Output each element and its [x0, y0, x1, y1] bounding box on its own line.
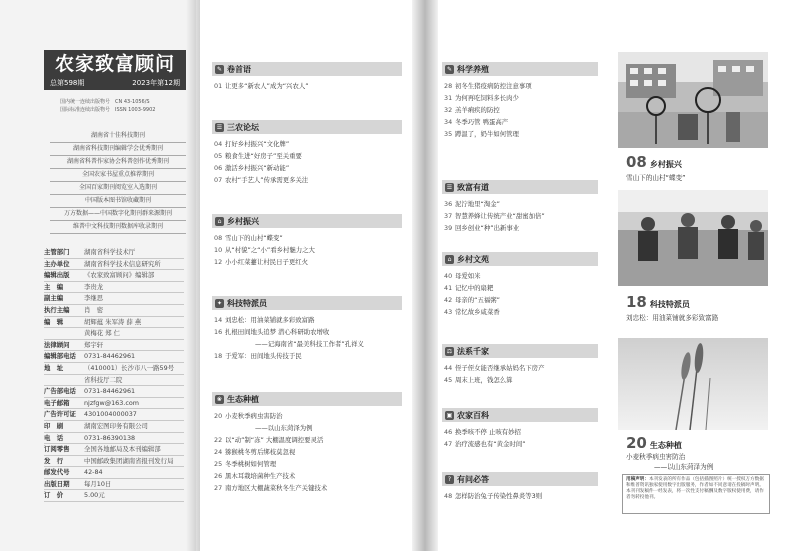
magazine-title: 农家致富顾问	[54, 53, 175, 75]
publisher-value: 李继思	[84, 294, 104, 303]
publisher-row	[44, 444, 184, 456]
feature-2-caption: 刘忠松：用油菜铺就多彩致富路	[626, 314, 719, 322]
toc-entry[interactable]	[214, 246, 315, 254]
toc-page-number: 06	[214, 164, 223, 172]
publisher-row	[44, 351, 184, 363]
section-icon: ▣	[446, 411, 453, 419]
honor-item: 湖南省十佳科技期刊	[50, 130, 186, 143]
publisher-label: 地 址	[44, 363, 64, 372]
notice-title: 用稿声明：	[626, 477, 649, 482]
publisher-value: njzfgw@163.com	[84, 398, 139, 407]
toc-entry[interactable]	[214, 164, 289, 172]
toc-entry[interactable]	[444, 376, 513, 384]
toc-page-number: 05	[214, 152, 223, 160]
toc-page-number: 37	[444, 212, 453, 220]
cn-label: 国内统一连续出版物号	[60, 99, 111, 105]
publisher-row	[44, 340, 184, 352]
section-title: 科学养殖	[457, 64, 489, 74]
publisher-label	[44, 328, 84, 339]
toc-page-number: 14	[214, 316, 223, 324]
publisher-value: 0731-84462961	[84, 387, 136, 396]
feature-label-3	[626, 434, 682, 452]
publisher-value: 0731-86390138	[84, 433, 136, 442]
publisher-value: 湖南省科学技术信息研究所	[84, 259, 161, 268]
publisher-value: 湖南省科学技术厅	[84, 248, 136, 256]
toc-page-number: 46	[444, 428, 453, 436]
toc-page-number: 24	[214, 448, 223, 456]
issn-label: 国际标准连续出版物号	[60, 107, 111, 113]
toc-page-number: 22	[214, 436, 223, 444]
feature-photo-village	[618, 52, 768, 148]
feature-3-section: 生态种植	[649, 441, 682, 450]
toc-page-number: 04	[214, 140, 223, 148]
publisher-value: 湖南宏图印务有限公司	[84, 421, 148, 430]
toc-page-number: 28	[444, 82, 453, 90]
toc-title: 以“动”制“冻” 大棚温度调控要灵活	[225, 436, 324, 444]
toc-entry[interactable]	[444, 118, 508, 126]
toc-page-number: 10	[214, 246, 223, 254]
honor-item: 全国百家期刊阅览室入选期刊	[50, 182, 186, 195]
publisher-label: 订 价	[44, 491, 64, 500]
toc-page-number: 26	[214, 472, 223, 480]
toc-entry[interactable]	[214, 436, 323, 444]
publisher-row	[44, 375, 184, 387]
issn-number: ISSN 1003-9902	[115, 107, 156, 113]
section-title: 致富有道	[457, 182, 489, 192]
publisher-label: 主 编	[44, 282, 64, 291]
toc-entry[interactable]	[214, 328, 329, 336]
toc-page-number: 31	[444, 94, 453, 102]
toc-title: 蹲温了，奶牛如何管理	[455, 130, 519, 138]
section-header	[442, 472, 598, 486]
toc-page-number: 40	[444, 272, 453, 280]
publisher-value: 全国各地邮局及本刊编辑部	[84, 445, 161, 454]
honors-list	[50, 130, 186, 234]
toc-entry[interactable]	[214, 316, 314, 324]
publisher-label: 法律顾问	[44, 340, 70, 349]
publisher-value: 0731-84462961	[84, 352, 136, 361]
toc-entry[interactable]	[444, 284, 493, 292]
publisher-row	[44, 305, 184, 317]
toc-page-number: 36	[444, 200, 453, 208]
toc-title: 泥泞地里“淘金”	[455, 200, 500, 208]
toc-page-number: 34	[444, 118, 453, 126]
publisher-value: 胡辉蕴 朱军涛 薛 燕	[84, 317, 142, 326]
section-header	[442, 180, 598, 194]
toc-title: 怎样防治兔子传染性鼻炎等3则	[455, 492, 543, 500]
toc-entry[interactable]	[444, 106, 500, 114]
toc-page-number: 08	[214, 234, 223, 242]
publisher-value: 省科技厅二院	[84, 375, 123, 384]
toc-title: 冬季巧管 鸭蛋高产	[455, 118, 509, 126]
section-icon: ☰	[446, 183, 453, 191]
feature-photo-wheat	[618, 338, 768, 430]
toc-title: 扎根田间地头追梦 潜心科研助农增收	[225, 328, 330, 336]
toc-page-number: 42	[444, 296, 453, 304]
publisher-value: 中国邮政集团湖南省报刊发行局	[84, 456, 174, 465]
toc-entry[interactable]	[214, 472, 295, 480]
toc-title: 羔羊痢疾的防控	[455, 106, 500, 114]
publisher-label: 编 辑	[44, 317, 64, 326]
section-icon: ❀	[216, 395, 223, 403]
section-header	[442, 62, 598, 76]
toc-title: ——记海南省“最美科技工作者”孔祥义	[255, 340, 364, 348]
feature-1-section: 乡村振兴	[649, 160, 682, 169]
toc-entry[interactable]	[214, 460, 276, 468]
feature-1-page: 08	[626, 153, 647, 171]
notice-text: 本刊发表的所有作品（包括插图照片）统一授权万方数据和维普资讯独家使用数字出版服务，作者如不同意请在投稿时声明。本刊刊发稿件一经发表，将一次性支付稿酬及数字版权使用费，请作者勿转投他刊。	[626, 477, 764, 500]
toc-page-number: 12	[214, 258, 223, 266]
publisher-row	[44, 479, 184, 491]
publisher-label: 执行主编	[44, 305, 70, 314]
section-icon: ☰	[216, 123, 223, 131]
section-title: 农家百科	[457, 410, 489, 420]
publisher-value: 《农家致富顾问》编辑部	[84, 271, 155, 280]
publisher-value: 5.00元	[84, 491, 105, 500]
publisher-row	[44, 328, 184, 340]
toc-entry[interactable]	[214, 258, 308, 266]
publisher-row	[44, 293, 184, 305]
page-gutter-left	[186, 0, 200, 551]
honor-item: 湖南省科普作家协会科普创作优秀期刊	[50, 156, 186, 169]
toc-title: 小小红菜薹让村民日子更红火	[225, 258, 309, 266]
toc-page-number: 47	[444, 440, 453, 448]
section-header	[442, 408, 598, 422]
toc-entry[interactable]	[444, 492, 542, 500]
publisher-row	[44, 421, 184, 433]
publisher-row	[44, 363, 184, 375]
toc-title: ——以山东菏泽为例	[255, 424, 313, 432]
section-title: 科技特派员	[227, 298, 267, 308]
toc-entry[interactable]	[444, 428, 521, 436]
publisher-label: 发 行	[44, 456, 64, 465]
toc-title: 激活乡村振兴“新动能”	[225, 164, 290, 172]
section-title: 三农论坛	[227, 122, 259, 132]
toc-title: 于爱军：田间地头传技于民	[225, 352, 302, 360]
publisher-label: 广告许可证	[44, 410, 76, 419]
toc-entry[interactable]	[444, 440, 526, 448]
section-header	[212, 214, 402, 228]
publisher-row	[44, 270, 184, 282]
publisher-row	[44, 398, 184, 410]
toc-page-number: 01	[214, 82, 223, 90]
honor-item: 湖南省科技期刊编辑学会优秀期刊	[50, 143, 186, 156]
toc-page-number: 44	[444, 364, 453, 372]
feature-3-caption-sub: ——以山东菏泽为例	[654, 463, 714, 471]
toc-title: 南方地区大棚蔬菜秋冬生产关键技术	[225, 484, 328, 492]
publisher-label: 副主编	[44, 294, 64, 303]
toc-entry[interactable]	[444, 296, 500, 304]
publisher-label: 订阅零售	[44, 445, 70, 454]
toc-title: 周末上班，钱怎么算	[455, 376, 513, 384]
toc-page-number: 20	[214, 412, 223, 420]
honor-item: 中国版本图书馆收藏期刊	[50, 195, 186, 208]
toc-title: 回乡创业“种”出新事业	[455, 224, 520, 232]
toc-entry[interactable]	[444, 272, 481, 280]
toc-title: 智慧养蜂让传统产业“甜蜜加倍”	[455, 212, 545, 220]
toc-entry[interactable]	[444, 212, 545, 220]
toc-title: 农村“手艺人”传承需更多关注	[225, 176, 309, 184]
issue-total: 总第598期	[50, 79, 85, 87]
publisher-value: 每月10日	[84, 479, 112, 488]
toc-entry[interactable]	[214, 352, 302, 360]
toc-entry[interactable]	[444, 364, 544, 372]
toc-entry[interactable]	[444, 200, 500, 208]
toc-title: 打好乡村振兴“文化牌”	[225, 140, 290, 148]
section-title: 生态种植	[227, 394, 259, 404]
toc-entry[interactable]	[444, 224, 519, 232]
publisher-value: 肖 密	[84, 305, 104, 314]
issn-block	[60, 98, 155, 114]
publisher-label: 主管部门	[44, 248, 70, 256]
publisher-row	[44, 259, 184, 271]
publisher-label: 编辑部电话	[44, 352, 76, 361]
toc-title: 粮食生进“好房子”至关重要	[225, 152, 302, 160]
toc-entry[interactable]	[214, 448, 295, 456]
toc-title: 治疗流感也有“黄金时间”	[455, 440, 526, 448]
toc-title: 冬季桃树如何管理	[225, 460, 277, 468]
cn-number: CN 43-1056/S	[115, 99, 150, 105]
toc-entry[interactable]	[444, 82, 532, 90]
toc-title: 初冬生猪疫病防控注意事项	[455, 82, 532, 90]
publisher-row	[44, 409, 184, 421]
toc-page-number: 48	[444, 492, 453, 500]
toc-entry[interactable]	[214, 140, 289, 148]
toc-page-number: 18	[214, 352, 223, 360]
toc-title: 记忆中的扇耙	[455, 284, 494, 292]
section-icon: ✎	[446, 65, 453, 73]
publisher-label: 邮发代号	[44, 468, 70, 477]
publisher-row	[44, 317, 184, 329]
toc-page-number: 27	[214, 484, 223, 492]
toc-page-number: 41	[444, 284, 453, 292]
feature-3-caption: 小麦秋季病虫害防治	[626, 453, 686, 461]
toc-page-number: 45	[444, 376, 453, 384]
feature-label-2	[626, 293, 690, 311]
toc-title: 母亲的“五福粥”	[455, 296, 500, 304]
feature-label-1	[626, 153, 682, 171]
section-header	[442, 252, 598, 266]
toc-entry[interactable]	[214, 340, 364, 348]
section-icon: ?	[445, 475, 454, 484]
section-icon: ⌂	[215, 217, 224, 226]
section-title: 乡村振兴	[227, 216, 259, 226]
toc-page-number: 16	[214, 328, 223, 336]
publisher-label: 电 话	[44, 433, 64, 442]
publisher-row	[44, 386, 184, 398]
issue-number: 2023年第12期	[132, 79, 180, 87]
feature-2-section: 科技特派员	[649, 300, 690, 309]
toc-entry[interactable]	[214, 176, 308, 184]
publisher-row	[44, 467, 184, 479]
honor-item: 全国农家书屋重点推荐期刊	[50, 169, 186, 182]
toc-title: 雪山下的山村“蝶变”	[225, 234, 283, 242]
publisher-value: （410001）长沙市八一路59号	[84, 363, 175, 372]
toc-entry[interactable]	[214, 152, 302, 160]
toc-title: 黑木耳栽培菌种生产技术	[225, 472, 296, 480]
toc-title: 常忆故乡咸菜香	[455, 308, 500, 316]
copyright-notice	[622, 474, 770, 514]
publisher-info	[44, 247, 184, 502]
page-gutter-center	[412, 0, 438, 551]
toc-entry[interactable]	[214, 484, 327, 492]
section-header	[442, 344, 598, 358]
section-header	[212, 296, 402, 310]
toc-entry[interactable]	[214, 82, 309, 90]
publisher-label: 出版日期	[44, 479, 70, 488]
toc-entry[interactable]	[214, 424, 313, 432]
section-title: 有问必答	[457, 474, 489, 484]
toc-entry[interactable]	[214, 412, 283, 420]
toc-title: 换季咳不停 止咳有妙招	[455, 428, 521, 436]
publisher-label: 主办单位	[44, 259, 70, 268]
feature-2-page: 18	[626, 293, 647, 311]
toc-page-number: 07	[214, 176, 223, 184]
publisher-row	[44, 247, 184, 259]
publisher-label: 编辑出版	[44, 271, 70, 280]
toc-entry[interactable]	[214, 234, 283, 242]
toc-title: 从“村貌”之“小”看乡村魅力之大	[225, 246, 315, 254]
section-icon: ✎	[216, 65, 223, 73]
honor-item: 维普中文科技期刊数据库收录期刊	[50, 221, 186, 234]
toc-title: 母爱如米	[455, 272, 481, 280]
publisher-label: 广告部电话	[44, 387, 76, 396]
toc-page-number: 25	[214, 460, 223, 468]
toc-entry[interactable]	[444, 308, 500, 316]
publisher-value: 黄梅花 郑 仁	[84, 329, 121, 338]
section-icon: ⚖	[446, 347, 453, 355]
section-title: 卷首语	[227, 64, 251, 74]
toc-title: 刘忠松：用油菜铺就多彩致富路	[225, 316, 315, 324]
publisher-row	[44, 282, 184, 294]
publisher-value: 郑宇轩	[84, 340, 104, 349]
section-title: 乡村文苑	[457, 254, 489, 264]
toc-page-number: 43	[444, 308, 453, 316]
toc-page-number: 39	[444, 224, 453, 232]
publisher-row	[44, 490, 184, 502]
feature-photo-field	[618, 190, 768, 286]
publisher-row	[44, 456, 184, 468]
toc-page-number: 35	[444, 130, 453, 138]
publisher-value: 42-84	[84, 468, 103, 477]
publisher-value: 李贵龙	[84, 282, 104, 291]
issue-line	[44, 78, 186, 88]
toc-entry[interactable]	[444, 94, 519, 102]
section-header	[212, 392, 402, 406]
toc-title: 小麦秋季病虫害防治	[225, 412, 283, 420]
toc-title: 为何再吃饲料多长肉少	[455, 94, 519, 102]
publisher-label: 电子邮箱	[44, 398, 70, 407]
section-header	[212, 62, 402, 76]
honor-item: 万方数据——中国数字化期刊群来源期刊	[50, 208, 186, 221]
magazine-masthead	[44, 50, 186, 90]
publisher-label	[44, 375, 84, 386]
section-icon: ✦	[216, 299, 223, 307]
feature-1-caption: 雪山下的山村“蝶变”	[626, 174, 686, 182]
feature-3-page: 20	[626, 434, 647, 452]
publisher-value: 4301004000037	[84, 410, 137, 419]
section-header	[212, 120, 402, 134]
publisher-label: 印 刷	[44, 421, 64, 430]
toc-title: 让更多“新农人”成为“兴农人”	[225, 82, 309, 90]
publisher-row	[44, 433, 184, 445]
toc-entry[interactable]	[444, 130, 519, 138]
section-title: 法系千家	[457, 346, 489, 356]
toc-title: 猕猴桃冬剪后绑枝莫忽视	[225, 448, 296, 456]
toc-title: 侄子侄女能否继承姑妈名下房产	[455, 364, 545, 372]
section-icon: ⌂	[445, 255, 454, 264]
toc-page-number: 32	[444, 106, 453, 114]
